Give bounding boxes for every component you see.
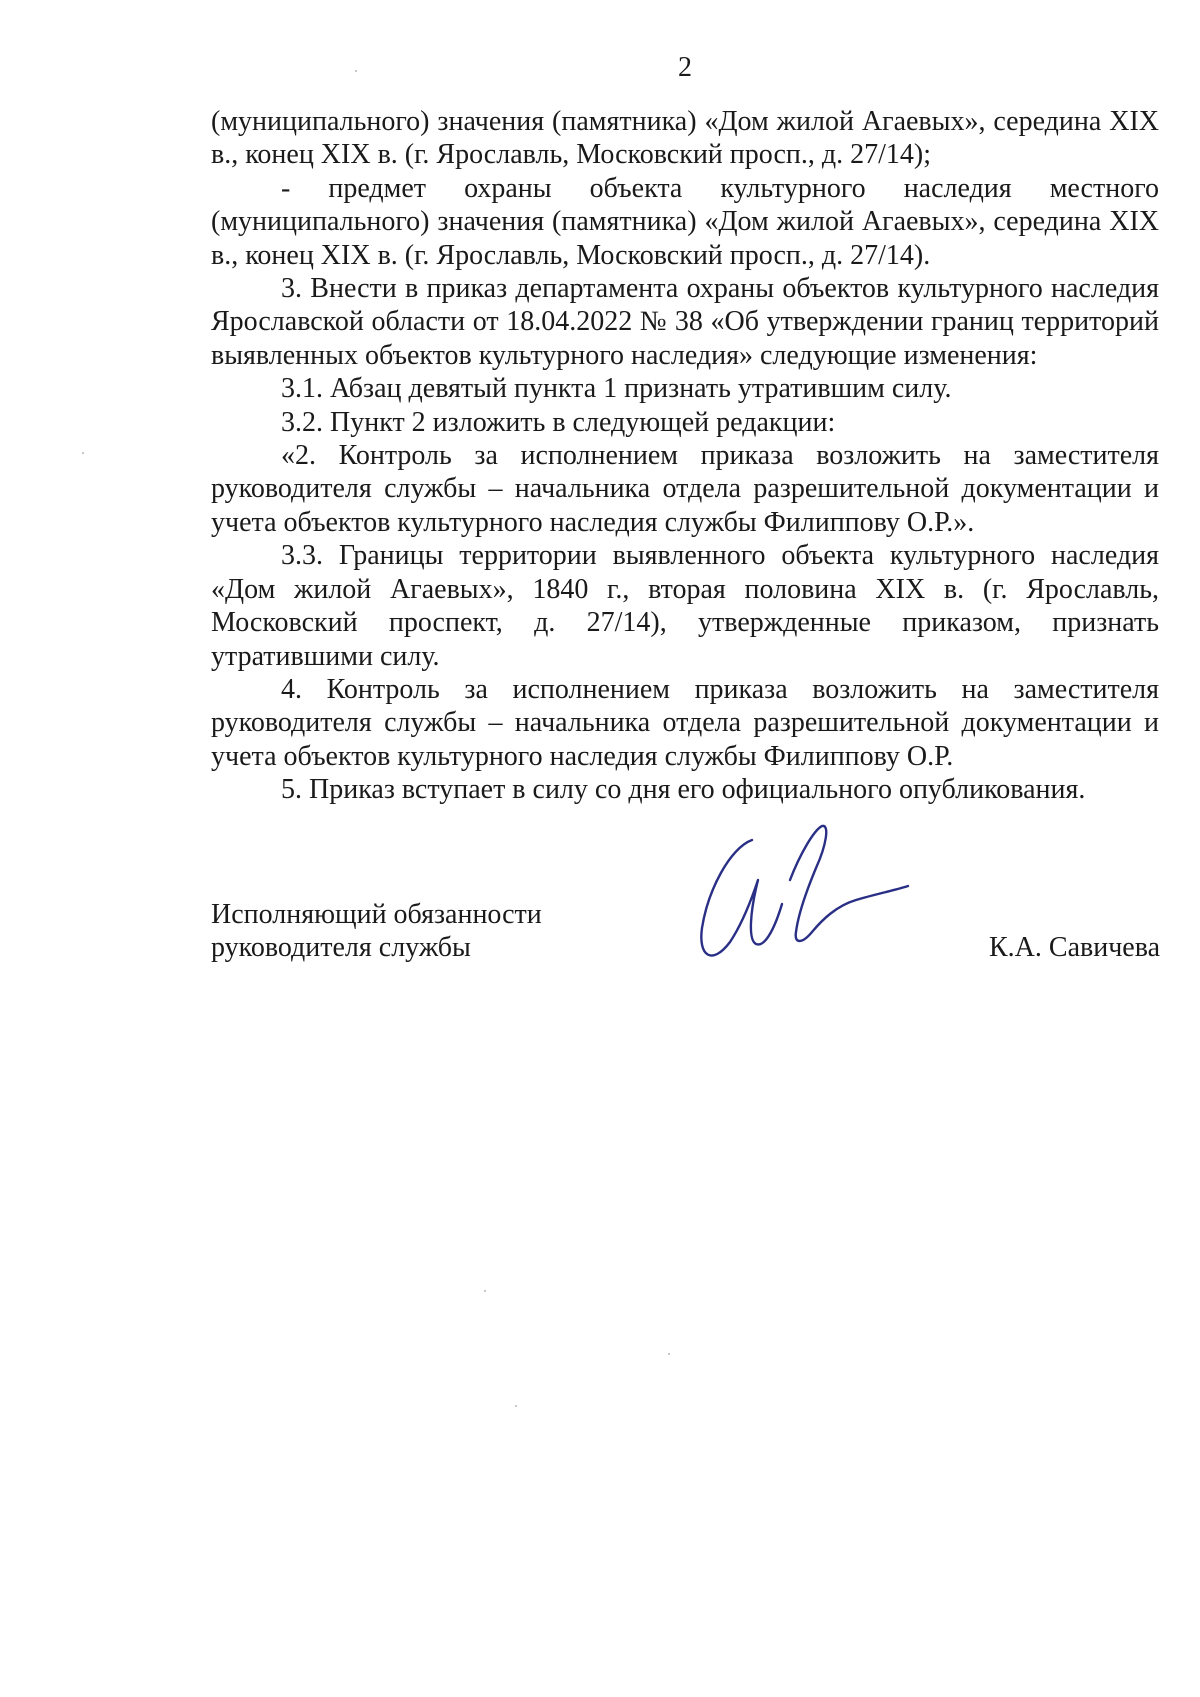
paragraph-item-3-1: 3.1. Абзац девятый пункта 1 признать утратившим силу. (281, 373, 952, 405)
scan-speck (515, 1405, 517, 1407)
paragraph-quoted-item-2: «2. Контроль за исполнением приказа возложить на заместителя руководителя службы – начальника отдела разрешительной документации и учета объектов культурного наследия службы Филиппову О.Р.». (211, 440, 1159, 538)
scan-speck (82, 452, 84, 454)
signatory-title-line-1: Исполняющий обязанности (211, 899, 542, 930)
paragraph-continuation: (муниципального) значения (памятника) «Дом жилой Агаевых», середина XIX в., конец XIX в. (г. Ярославль, Московский просп., д. 27/14); (211, 106, 1159, 171)
page-number: 2 (678, 52, 692, 83)
signatory-name: К.А. Савичева (989, 932, 1160, 963)
signatory-title-line-2: руководителя службы (211, 932, 471, 964)
scan-speck (668, 1353, 670, 1355)
paragraph-item-3-2: 3.2. Пункт 2 изложить в следующей редакции: (281, 406, 836, 438)
paragraph-item-4: 4. Контроль за исполнением приказа возложить на заместителя руководителя службы – начальника отдела разрешительной документации и учета объектов культурного наследия службы Филиппову О.Р. (211, 673, 1159, 772)
scan-speck (355, 70, 357, 72)
document-body (211, 105, 1159, 807)
paragraph-protection-subject: - предмет охраны объекта культурного наследия местного (муниципального) значения (памятника) «Дом жилой Агаевых», середина XIX в., конец XIX в. (г. Ярославль, Московский просп., д. 27/14). (211, 172, 1159, 271)
handwritten-signature-icon (690, 820, 910, 970)
signatory-title (211, 898, 542, 965)
paragraph-item-3: 3. Внести в приказ департамента охраны объектов культурного наследия Ярославской области от 18.04.2022 № 38 «Об утверждении границ территорий выявленных объектов культурного наследия» следующие изменения: (211, 273, 1159, 371)
paragraph-item-5: 5. Приказ вступает в силу со дня его официального опубликования. (281, 774, 1086, 806)
scan-speck (484, 1290, 486, 1292)
paragraph-item-3-3: 3.3. Границы территории выявленного объекта культурного наследия «Дом жилой Агаевых», 1840 г., вторая половина XIX в. (г. Ярославль, Московский проспект, д. 27/14), утвержденные приказом, признать утратившими силу. (211, 540, 1159, 672)
